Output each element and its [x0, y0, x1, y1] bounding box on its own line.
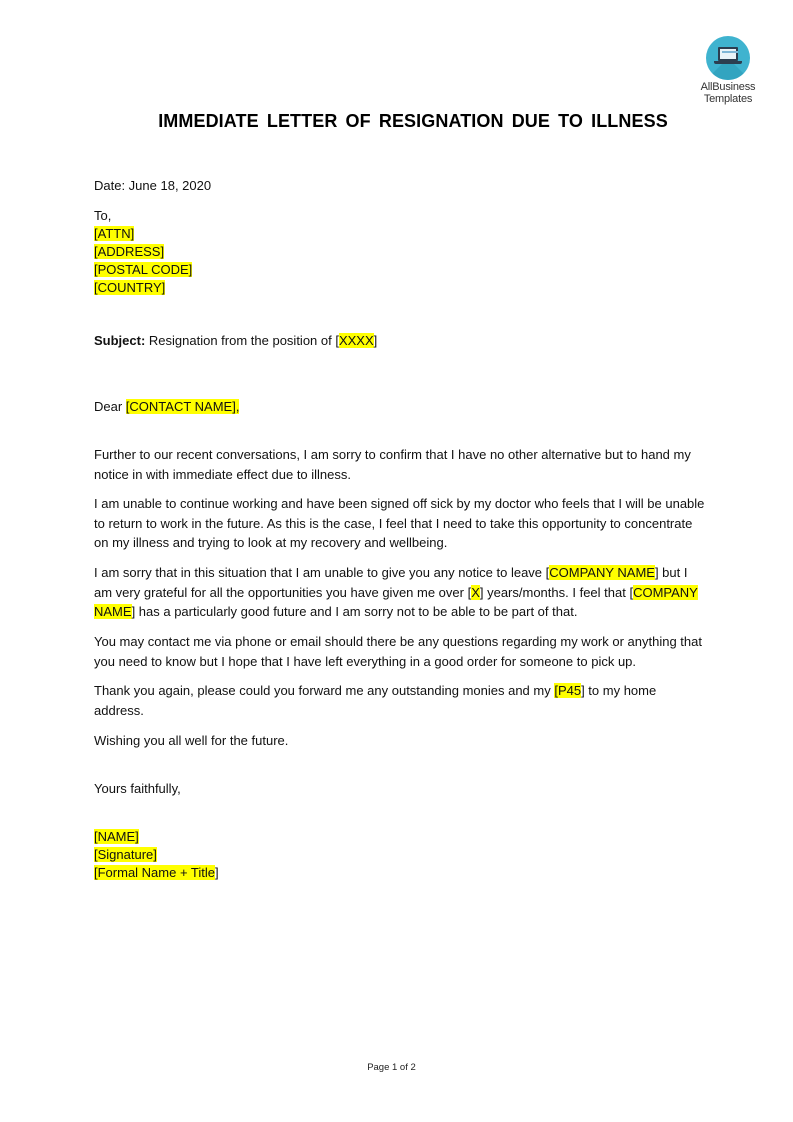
- p3-text-d: ] has a particularly good future and I am sorry not to be able to be part of that.: [131, 604, 578, 620]
- formal-name-bracket: ]: [215, 865, 219, 880]
- position-placeholder: XXXX: [338, 333, 374, 348]
- subject-text: Resignation from the position of [: [145, 333, 339, 348]
- laptop-icon: [706, 36, 750, 80]
- address-placeholder: [ADDRESS]: [94, 244, 165, 259]
- p5-text-a: Thank you again, please could you forward me any outstanding monies and my: [94, 683, 555, 698]
- postal-code-placeholder: [POSTAL CODE]: [94, 262, 193, 277]
- logo-text: [693, 81, 763, 105]
- subject-line: [94, 332, 377, 350]
- p3-text-a: I am sorry that in this situation that I am unable to give you any notice to leave [: [94, 565, 550, 580]
- subject-bracket: ]: [373, 333, 378, 348]
- page-number: Page 1 of 2: [367, 1062, 416, 1073]
- years-placeholder: X: [471, 584, 480, 600]
- paragraph-1: Further to our recent conversations, I am sorry to confirm that I have no other alternative but to hand my notice in with immediate effect due to illness.: [94, 447, 691, 482]
- date-line: Date: June 18, 2020: [94, 178, 212, 193]
- p3-text-c: ] years/months. I feel that [: [479, 584, 634, 600]
- salutation: [94, 398, 239, 416]
- p5-text-b: ] to my home address.: [94, 683, 657, 718]
- logo-line-2: Templates: [703, 93, 753, 105]
- company-name-placeholder-2: COMPANY NAME: [94, 584, 698, 620]
- paragraph-4: You may contact me via phone or email should there be any questions regarding my work or anything that you need to know but I hope that I have left everything in a good order for someone to pick up.: [94, 634, 702, 669]
- to-line: To,: [94, 208, 112, 223]
- p3-text-b: ] but I am very grateful for all the opportunities you have given me over [: [94, 565, 688, 600]
- country-placeholder: [COUNTRY]: [94, 280, 166, 295]
- contact-name-placeholder: [CONTACT NAME],: [125, 399, 240, 414]
- recipient-block: [94, 207, 192, 297]
- document-title: IMMEDIATE LETTER OF RESIGNATION DUE TO ILLNESS: [158, 111, 668, 131]
- signature-block: [94, 828, 219, 882]
- signature-placeholder: [Signature]: [94, 847, 157, 862]
- paragraph-3: [94, 563, 706, 622]
- company-name-placeholder: COMPANY NAME: [549, 565, 655, 580]
- closing-line: Yours faithfully,: [94, 781, 181, 796]
- formal-name-placeholder: [Formal Name + Title: [94, 865, 216, 880]
- paragraph-2: I am unable to continue working and have been signed off sick by my doctor who feels that I will be unable to return to work in the future. As this is the case, I feel that I need to take this opportunity to concentrate on my illness and trying to look at my recovery and wellbeing.: [94, 496, 705, 551]
- paragraph-5: [94, 681, 706, 720]
- name-placeholder: [NAME]: [94, 829, 139, 844]
- salutation-text: Dear: [94, 399, 126, 414]
- attn-placeholder: [ATTN]: [94, 226, 135, 241]
- p45-placeholder: [P45: [554, 683, 582, 698]
- subject-label: Subject:: [94, 333, 146, 348]
- logo-line-1: AllBusiness: [700, 81, 756, 93]
- allbusiness-templates-logo: [693, 36, 763, 105]
- paragraph-6: Wishing you all well for the future.: [94, 733, 289, 748]
